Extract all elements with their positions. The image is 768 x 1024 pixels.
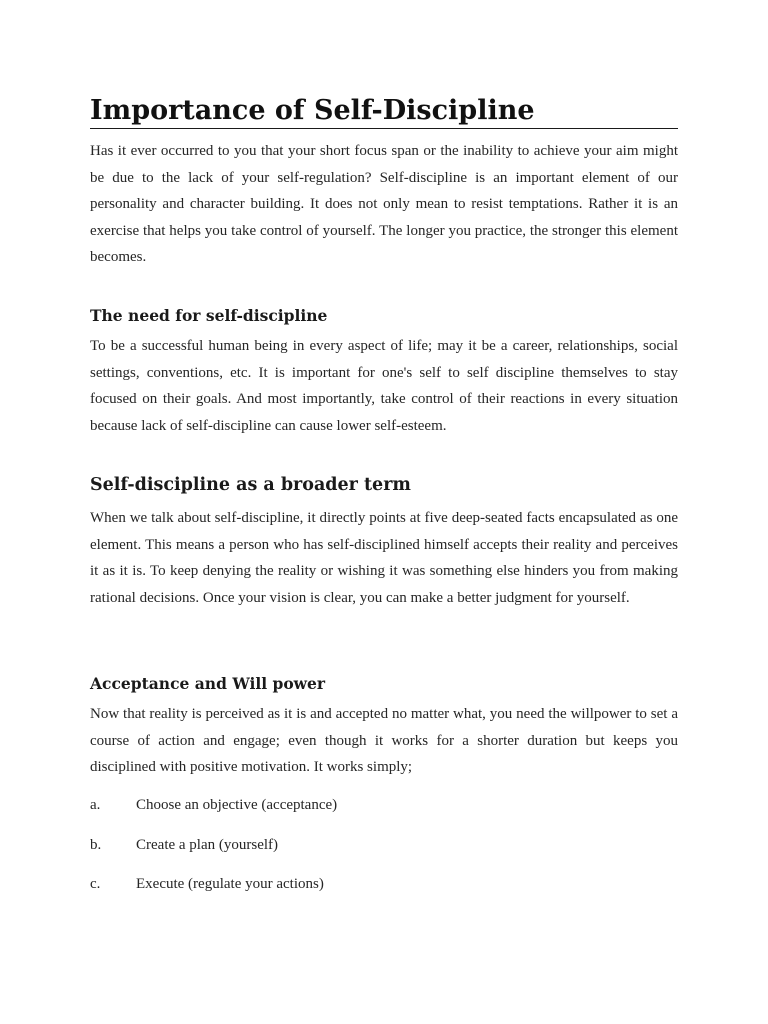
section-body-need: To be a successful human being in every aspect of life; may it be a career, relationships, social settings, conventions, etc. It is important for one's self to self discipline themselves to stay focused on their goals. And most importantly, take control of their reactions in every situation because lack of self-discipline can cause lower self-esteem. — [90, 338, 678, 434]
section-heading-broader-term: Self-discipline as a broader term — [90, 475, 411, 495]
page-title: Importance of Self-Discipline — [90, 94, 678, 129]
list-marker: a. — [90, 797, 101, 813]
list-marker: c. — [90, 876, 101, 892]
list-text: Create a plan (yourself) — [136, 837, 279, 853]
intro-paragraph: Has it ever occurred to you that your short focus span or the inability to achieve your aim might be due to the lack of your self-regulation? Self-discipline is an important element of our personality and character building. It does not only mean to resist temptations. Rather it is an exercise that helps you take control of yourself. The longer you practice, the stronger this element becomes. — [90, 143, 678, 265]
list-marker: b. — [90, 837, 102, 853]
list-text: Choose an objective (acceptance) — [136, 797, 338, 813]
list-text: Execute (regulate your actions) — [136, 876, 324, 892]
list-item — [90, 873, 678, 895]
section-heading-need: The need for self-discipline — [90, 306, 328, 325]
list-item — [90, 834, 678, 856]
section-body-acceptance: Now that reality is perceived as it is and accepted no matter what, you need the willpower to set a course of action and engage; even though it works for a shorter duration but keeps you disciplined with positive motivation. It works simply; — [90, 706, 678, 775]
list-item — [90, 794, 678, 816]
section-body-broader-term: When we talk about self-discipline, it directly points at five deep-seated facts encapsulated as one element. This means a person who has self-disciplined himself accepts their reality and perceives it as it is. To keep denying the reality or wishing it was something else hinders you from making rational decisions. Once your vision is clear, you can make a better judgment for yourself. — [90, 510, 678, 606]
section-heading-acceptance: Acceptance and Will power — [90, 674, 326, 693]
